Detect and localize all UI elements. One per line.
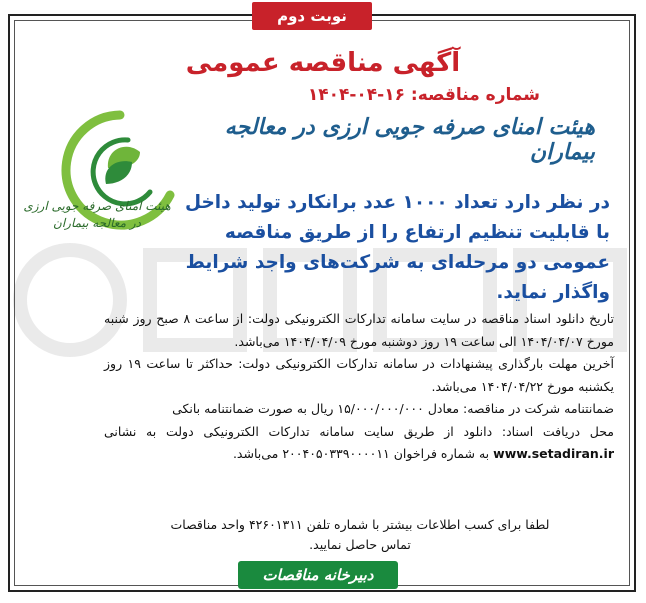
organization-name: هیئت امنای صرفه جویی ارزی در معالجه بیماران bbox=[224, 115, 595, 165]
website-link[interactable]: www.setadiran.ir bbox=[493, 446, 614, 461]
receipt-suffix: به شماره فراخوان ۲۰۰۴۰۵۰۳۳۹۰۰۰۰۱۱ می‌باشد. bbox=[232, 446, 490, 461]
tender-number: شماره مناقصه: ۱۶-۰۴-۱۴۰۴ bbox=[307, 85, 540, 105]
tender-subject: در نظر دارد تعداد ۱۰۰۰ عدد برانکارد تولید داخل با قابلیت تنظیم ارتفاع را از طریق مناقصه عمومی دو مرحله‌ای به شرکت‌های واجد شرایط واگذار نماید. bbox=[184, 192, 610, 303]
contact-info: لطفا برای کسب اطلاعات بیشتر با شماره تلفن ۴۲۶۰۱۳۱۱ واحد مناقصات تماس حاصل نمایید. bbox=[170, 517, 550, 552]
receipt-prefix: محل دریافت اسناد: دانلود از طریق سایت سامانه تدارکات الکترونیکی دولت به نشانی bbox=[104, 423, 614, 439]
download-period: تاریخ دانلود اسناد مناقصه در سایت سامانه تدارکات الکترونیکی دولت: از ساعت ۸ صبح روز شنبه مورخ ۱۴۰۴/۰۴/۰۷ الی ساعت ۱۹ روز دوشنبه مورخ ۱۴۰۴/۰۴/۰۹ می‌باشد. bbox=[104, 311, 614, 349]
submission-deadline: آخرین مهلت بارگذاری پیشنهادات در سامانه تدارکات الکترونیکی دولت: حداکثر تا ساعت ۱۹ روز یکشنبه مورخ ۱۴۰۴/۰۴/۲۲ می‌باشد. bbox=[104, 356, 614, 394]
document-receipt bbox=[104, 421, 614, 466]
footer-badge: دبیرخانه مناقصات bbox=[238, 561, 398, 589]
logo-caption: هیئت امنای صرفه جویی ارزی در معالجه بیماران bbox=[23, 199, 171, 230]
ad-title: آگهی مناقصه عمومی bbox=[185, 48, 461, 78]
round-badge: نوبت دوم bbox=[252, 2, 372, 30]
tender-details bbox=[104, 308, 614, 466]
bid-guarantee: ضمانتنامه شرکت در مناقصه: معادل ۱۵/۰۰۰/۰۰۰/۰۰۰ ریال به صورت ضمانتنامه بانکی bbox=[172, 401, 614, 416]
